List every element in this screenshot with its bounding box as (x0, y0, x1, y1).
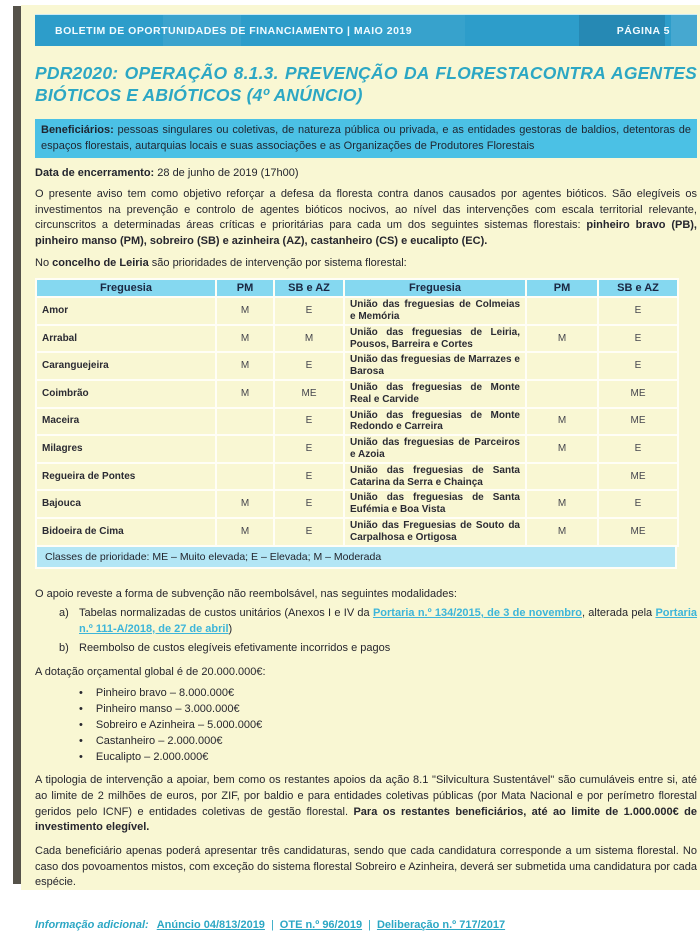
table-row (36, 518, 678, 546)
cell-freguesia: União das freguesias de Santa Catarina da Serra e Chainça (344, 463, 526, 491)
cell-pm (216, 435, 274, 463)
cell-freguesia: Coimbrão (36, 380, 216, 408)
header-bar (35, 14, 697, 46)
cell-pm (526, 380, 598, 408)
cell-sbaz: ME (598, 518, 678, 546)
bulletin-name: BOLETIM DE OPORTUNIDADES DE FINANCIAMENTO | MAIO 2019 (55, 24, 413, 37)
cell-freguesia: Arrabal (36, 325, 216, 353)
cell-sbaz: ME (274, 380, 344, 408)
col-header-freguesia: Freguesia (36, 279, 216, 297)
budget-item: • Eucalipto – 2.000.000€ (79, 750, 697, 765)
cell-sbaz: E (274, 518, 344, 546)
link-separator: | (270, 918, 274, 931)
cell-sbaz: E (598, 297, 678, 325)
cell-freguesia: União das freguesias de Leiria, Pousos, Barreira e Cortes (344, 325, 526, 353)
cell-sbaz: E (598, 352, 678, 380)
cell-freguesia: União das Freguesias de Souto da Carpalhosa e Ortigosa (344, 518, 526, 546)
scan-edge-strip (13, 6, 21, 884)
cell-freguesia: União das freguesias de Monte Real e Carvide (344, 380, 526, 408)
table-lead-bold: concelho de Leiria (52, 256, 149, 269)
typology-text: A tipologia de intervenção a apoiar, bem como os restantes apoios da ação 8.1 "Silvicultura Sustentável" são cumuláveis entre si, até ao limite de 2 milhões de euros, por ZIF, por baldio e para entidades coletivas públicas (por Mata Nacional e por perímetro florestal geridos pelo ICNF) e entidades coletivas de gestão florestal. (35, 774, 697, 818)
list-marker-a: a) (59, 607, 69, 620)
beneficiaries-text: pessoas singulares ou coletivas, de natureza pública ou privada, e as entidades gestoras de baldios, detentoras de espaços florestais, autarquias locais e suas associações e as Organizações de Produtores Florestais (41, 124, 691, 152)
budget-item: • Sobreiro e Azinheira – 5.000.000€ (79, 718, 697, 733)
beneficiaries-highlight (35, 119, 697, 158)
table-row (36, 435, 678, 463)
forest-systems-bold: pinheiro bravo (PB), pinheiro manso (PM), sobreiro (SB) e azinheira (AZ), castanheiro (CS) e eucalipto (EC). (35, 219, 697, 247)
cell-pm: M (526, 490, 598, 518)
intro-text: O presente aviso tem como objetivo reforçar a defesa da floresta contra danos causados por agentes bióticos. São elegíveis os investimentos na prevenção e controlo de agentes bióticos nocivos, ao nível das intervenções com escala territorial relevante, circunscritos a determinadas áreas críticas e prioritárias para cada um dos seguintes sistemas florestais: (35, 188, 697, 232)
deadline-label: Data de encerramento: (35, 167, 155, 180)
col-header-pm: PM (216, 279, 274, 297)
cell-freguesia: União das freguesias de Colmeias e Memória (344, 297, 526, 325)
cell-pm: M (526, 518, 598, 546)
cell-freguesia: União das freguesias de Monte Redondo e Carreira (344, 408, 526, 436)
cell-freguesia: Maceira (36, 408, 216, 436)
typology-bold: Para os restantes beneficiários, até ao limite de 1.000.000€ de investimento elegível. (35, 805, 697, 834)
cell-freguesia: Bajouca (36, 490, 216, 518)
applications-paragraph: Cada beneficiário apenas poderá apresentar três candidaturas, sendo que cada candidatura corresponde a um sistema florestal. No caso dos povoamentos mistos, com exceção do sistema florestal Sobreiro e Azinheira, deverá ser submetida uma candidatura por cada espécie. (35, 844, 697, 889)
table-row (36, 408, 678, 436)
cell-pm: M (216, 490, 274, 518)
cell-freguesia: Bidoeira de Cima (36, 518, 216, 546)
cell-pm: M (526, 325, 598, 353)
list-marker-b: b) (59, 642, 69, 655)
col-header-freguesia: Freguesia (344, 279, 526, 297)
cell-pm: M (216, 297, 274, 325)
table-row (36, 352, 678, 380)
table-header-row (36, 279, 678, 297)
bulletin-page (21, 5, 700, 931)
table-row (36, 325, 678, 353)
additional-info (35, 919, 697, 931)
page-content (35, 14, 697, 931)
cell-sbaz: E (274, 297, 344, 325)
cell-freguesia: União das freguesias de Santa Eufémia e Boa Vista (344, 490, 526, 518)
table-lead-post: são prioridades de intervenção por sistema florestal: (148, 256, 407, 269)
cell-sbaz: E (598, 325, 678, 353)
col-header-sbaz: SB e AZ (274, 279, 344, 297)
cell-freguesia: Regueira de Pontes (36, 463, 216, 491)
deliberacao-link[interactable]: Deliberação n.º 717/2017 (376, 918, 506, 931)
intro-paragraph (35, 187, 697, 249)
cell-freguesia: União das freguesias de Marrazes e Barosa (344, 352, 526, 380)
cell-pm (526, 463, 598, 491)
table-row (36, 297, 678, 325)
link-separator: | (368, 918, 371, 931)
list-item-a-text (79, 606, 697, 637)
cell-sbaz: E (274, 352, 344, 380)
list-item-a (59, 606, 697, 637)
anuncio-link[interactable]: Anúncio 04/813/2019 (156, 918, 265, 931)
ote-link[interactable]: OTE n.º 96/2019 (279, 918, 363, 931)
typology-paragraph (35, 773, 697, 835)
cell-pm: M (216, 352, 274, 380)
item-a-text-2: , alterada pela (581, 607, 656, 620)
cell-pm (216, 408, 274, 436)
cell-sbaz: E (274, 463, 344, 491)
portaria-111a-2018-link[interactable]: Portaria n.º 111-A/2018, de 27 de abril (79, 607, 698, 635)
budget-list (35, 686, 697, 766)
cell-pm: M (216, 518, 274, 546)
cell-freguesia: Caranguejeira (36, 352, 216, 380)
budget-item: • Castanheiro – 2.000.000€ (79, 734, 697, 749)
cell-pm: M (526, 435, 598, 463)
header-decor (671, 15, 697, 46)
cell-sbaz: ME (598, 408, 678, 436)
priority-legend: Classes de prioridade: ME – Muito elevada; E – Elevada; M – Moderada (35, 547, 677, 569)
additional-info-label: Informação adicional: (35, 918, 149, 931)
cell-sbaz: E (274, 408, 344, 436)
budget-item: • Pinheiro manso – 3.000.000€ (79, 702, 697, 717)
beneficiaries-label: Beneficiários: (41, 124, 114, 137)
deadline-value: 28 de junho de 2019 (17h00) (154, 167, 299, 180)
cell-pm (216, 463, 274, 491)
cell-pm (526, 352, 598, 380)
portaria-134-2015-link[interactable]: Portaria n.º 134/2015, de 3 de novembro (372, 607, 582, 620)
list-item-b-text: Reembolso de custos elegíveis efetivamente incorridos e pagos (79, 642, 391, 655)
cell-sbaz: E (274, 435, 344, 463)
cell-pm: M (526, 408, 598, 436)
cell-sbaz: ME (598, 463, 678, 491)
cell-freguesia: União das freguesias de Parceiros e Azoia (344, 435, 526, 463)
col-header-pm: PM (526, 279, 598, 297)
item-a-text-3: ) (228, 622, 233, 635)
cell-sbaz: M (274, 325, 344, 353)
table-row (36, 380, 678, 408)
table-lead-pre: No (35, 256, 53, 269)
table-row (36, 463, 678, 491)
page-title: PDR2020: OPERAÇÃO 8.1.3. PREVENÇÃO DA FLORESTACONTRA AGENTES BIÓTICOS E ABIÓTICOS (4º ANÚNCIO) (35, 63, 697, 105)
cell-sbaz: E (598, 490, 678, 518)
col-header-sbaz: SB e AZ (598, 279, 678, 297)
cell-sbaz: E (274, 490, 344, 518)
priority-table (35, 278, 679, 546)
page-number: PÁGINA 5 (616, 24, 670, 37)
list-item-b (59, 641, 697, 657)
cell-freguesia: Milagres (36, 435, 216, 463)
cell-pm (526, 297, 598, 325)
table-row (36, 490, 678, 518)
cell-freguesia: Amor (36, 297, 216, 325)
table-lead (35, 256, 697, 272)
support-intro: O apoio reveste a forma de subvenção não reembolsável, nas seguintes modalidades: (35, 587, 457, 600)
cell-sbaz: ME (598, 380, 678, 408)
budget-item: • Pinheiro bravo – 8.000.000€ (79, 686, 697, 701)
budget-intro: A dotação orçamental global é de 20.000.000€: (35, 665, 266, 678)
cell-pm: M (216, 380, 274, 408)
cell-sbaz: E (598, 435, 678, 463)
deadline-line (35, 167, 697, 179)
item-a-text-1: Tabelas normalizadas de custos unitários (Anexos I e IV da (79, 607, 373, 620)
cell-pm: M (216, 325, 274, 353)
